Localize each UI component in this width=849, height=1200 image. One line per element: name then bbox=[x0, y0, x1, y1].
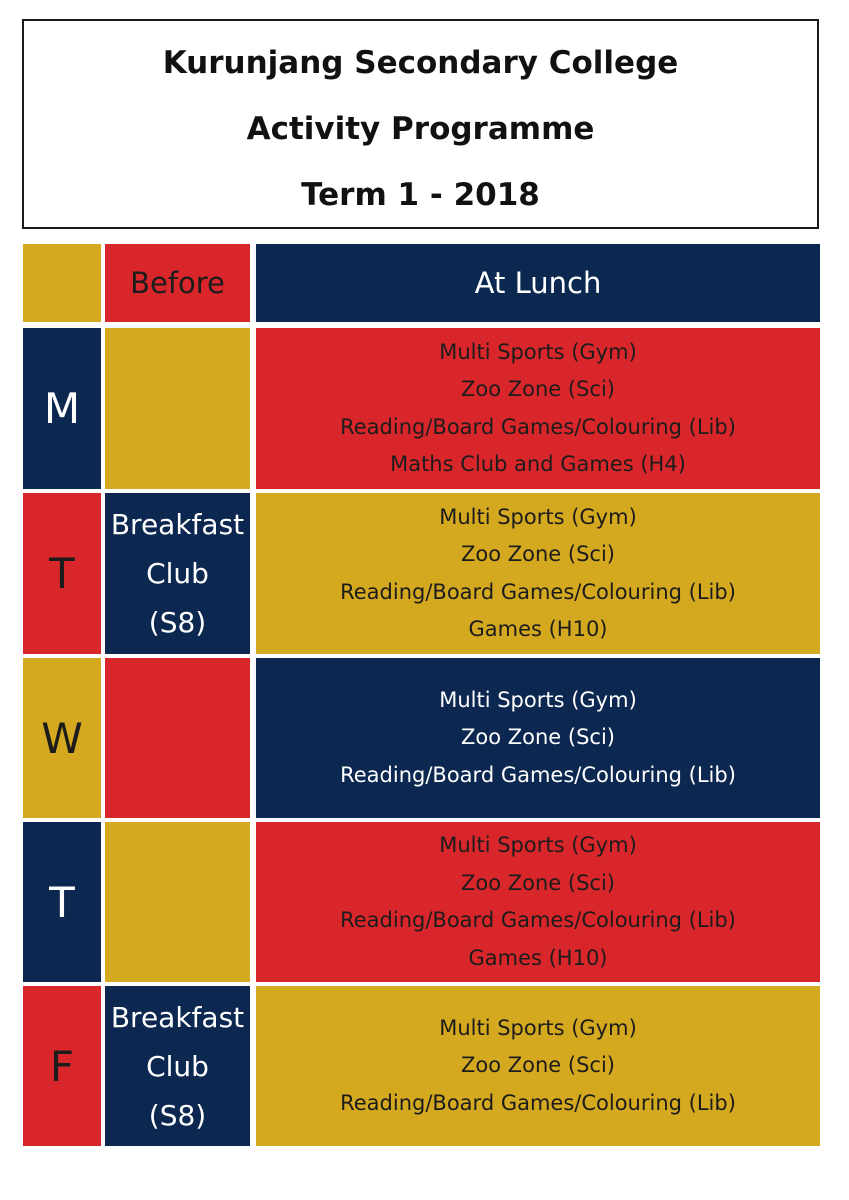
header-before-cell bbox=[105, 244, 250, 322]
activity-list bbox=[340, 827, 736, 977]
activity-list bbox=[340, 334, 736, 484]
activity-item: Zoo Zone (Sci) bbox=[461, 725, 615, 750]
lunch-cell-wednesday bbox=[256, 658, 820, 818]
activity-item: Reading/Board Games/Colouring (Lib) bbox=[340, 762, 736, 787]
lunch-cell-monday bbox=[256, 328, 820, 489]
activity-item: Multi Sports (Gym) bbox=[439, 504, 637, 529]
header-lunch-cell bbox=[256, 244, 820, 322]
activity-item: Zoo Zone (Sci) bbox=[461, 542, 615, 566]
before-cell-wednesday bbox=[105, 658, 250, 818]
before-cell-thursday bbox=[105, 822, 250, 982]
day-label: F bbox=[49, 1041, 75, 1091]
before-line: (S8) bbox=[148, 606, 207, 639]
header-day-cell bbox=[23, 244, 101, 322]
school-name: Kurunjang Secondary College bbox=[162, 45, 679, 81]
day-label: M bbox=[43, 384, 81, 433]
day-cell-friday bbox=[23, 986, 101, 1146]
activity-item: Reading/Board Games/Colouring (Lib) bbox=[340, 1090, 736, 1115]
activity-item: Multi Sports (Gym) bbox=[439, 339, 637, 364]
before-line: Breakfast bbox=[110, 508, 245, 541]
breakfast-club-label bbox=[111, 993, 244, 1140]
activity-item: Zoo Zone (Sci) bbox=[461, 377, 615, 401]
lunch-cell-friday bbox=[256, 986, 820, 1146]
activity-item: Maths Club and Games (H4) bbox=[390, 452, 686, 476]
header-before-label: Before bbox=[130, 266, 225, 300]
activity-item: Reading/Board Games/Colouring (Lib) bbox=[340, 414, 736, 439]
activity-item: Games (H10) bbox=[468, 945, 608, 970]
day-cell-thursday bbox=[23, 822, 101, 982]
activity-list bbox=[340, 499, 736, 649]
before-cell-tuesday bbox=[105, 493, 250, 654]
activity-list bbox=[340, 682, 736, 795]
breakfast-club-label bbox=[111, 500, 244, 647]
day-label: T bbox=[49, 549, 75, 598]
activity-item: Games (H10) bbox=[468, 617, 608, 641]
programme-title: Activity Programme bbox=[246, 111, 595, 147]
day-cell-monday bbox=[23, 328, 101, 489]
day-label: W bbox=[41, 713, 83, 763]
header-lunch-label: At Lunch bbox=[474, 266, 602, 300]
activity-item: Multi Sports (Gym) bbox=[439, 687, 637, 712]
activity-item: Multi Sports (Gym) bbox=[439, 833, 637, 857]
activity-item: Reading/Board Games/Colouring (Lib) bbox=[340, 908, 736, 932]
activity-item: Multi Sports (Gym) bbox=[439, 1015, 637, 1040]
activity-list bbox=[340, 1010, 736, 1123]
lunch-cell-tuesday bbox=[256, 493, 820, 654]
before-cell-friday bbox=[105, 986, 250, 1146]
before-line: (S8) bbox=[148, 1098, 207, 1132]
activity-item: Zoo Zone (Sci) bbox=[461, 870, 615, 895]
before-cell-monday bbox=[105, 328, 250, 489]
term-title: Term 1 - 2018 bbox=[301, 177, 540, 213]
title-box bbox=[22, 19, 819, 229]
before-line: Club bbox=[146, 557, 209, 590]
day-label: T bbox=[49, 877, 75, 927]
day-cell-wednesday bbox=[23, 658, 101, 818]
before-line: Breakfast bbox=[110, 1000, 245, 1034]
day-cell-tuesday bbox=[23, 493, 101, 654]
activity-item: Zoo Zone (Sci) bbox=[461, 1053, 615, 1078]
activity-item: Reading/Board Games/Colouring (Lib) bbox=[340, 579, 736, 604]
lunch-cell-thursday bbox=[256, 822, 820, 982]
before-line: Club bbox=[146, 1049, 209, 1083]
